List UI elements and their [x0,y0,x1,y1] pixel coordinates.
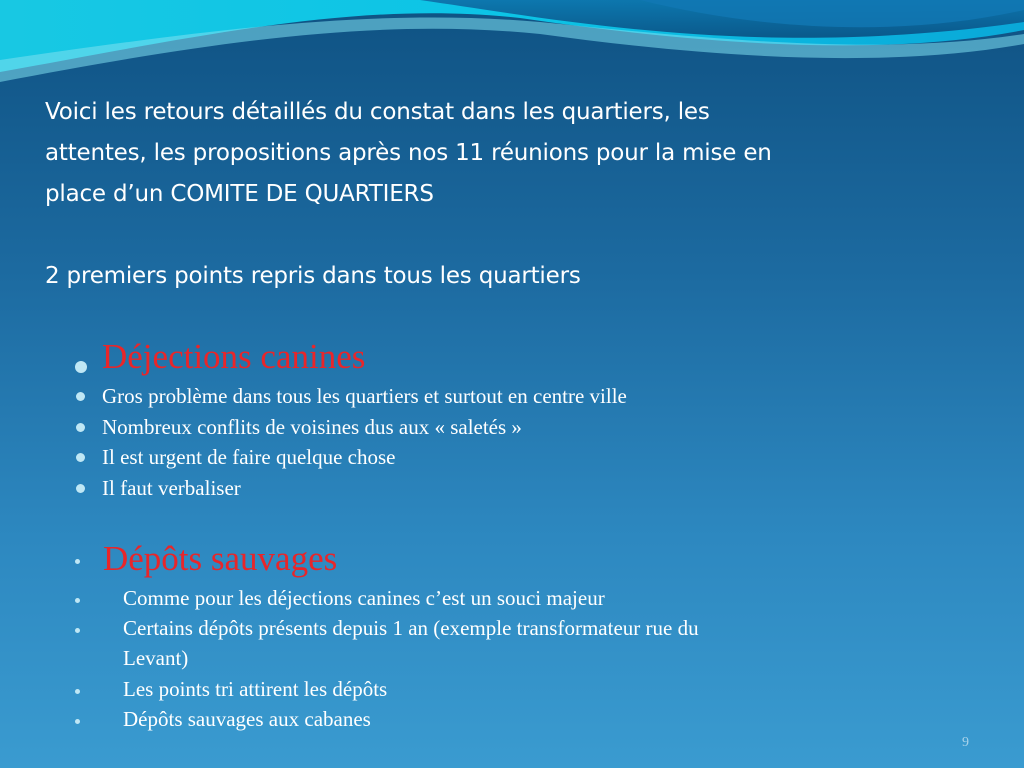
bullet-icon [76,423,85,432]
bullet-icon [75,559,80,564]
bullet-icon [76,392,85,401]
intro-subtitle: 2 premiers points repris dans tous les quartiers [45,263,581,289]
section-heading: Déjections canines [102,337,366,376]
intro-line: Voici les retours détaillés du constat dans les quartiers, les [45,99,710,125]
bullet-icon [76,453,85,462]
intro-line: place d’un COMITE DE QUARTIERS [45,181,434,207]
intro-line: attentes, les propositions après nos 11 réunions pour la mise en [45,140,772,166]
bullet-icon [76,484,85,493]
bullet-icon [75,689,80,694]
list-item-text: Dépôts sauvages aux cabanes [123,707,371,731]
list-item-text-continued: Levant) [123,646,189,670]
list-item-text: Comme pour les déjections canines c’est un souci majeur [123,586,605,610]
intro-text [45,92,995,297]
bullet-icon [75,598,80,603]
bullet-icon [75,628,80,633]
list-item-text: Il faut verbaliser [102,476,241,500]
bullet-icon [75,361,87,373]
list-item-text: Gros problème dans tous les quartiers et surtout en centre ville [102,384,627,408]
list-item-text: Nombreux conflits de voisines dus aux « saletés » [102,415,522,439]
list-item-text: Certains dépôts présents depuis 1 an (exemple transformateur rue du [123,616,699,640]
page-number: 9 [962,735,969,750]
section-heading: Dépôts sauvages [103,539,338,578]
bullet-icon [75,719,80,724]
list-item-text: Les points tri attirent les dépôts [123,677,388,701]
list-item-text: Il est urgent de faire quelque chose [102,445,396,469]
